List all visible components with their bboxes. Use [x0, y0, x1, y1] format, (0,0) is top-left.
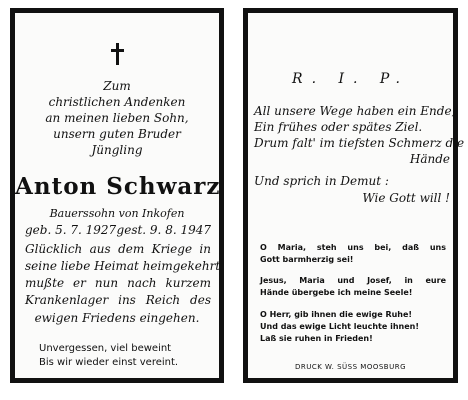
deceased-name: Anton Schwarz — [15, 173, 221, 200]
intro-line-5: Jüngling — [91, 143, 143, 157]
intro-line-4: unsern guten Bruder — [53, 127, 181, 141]
text-line-2: seine liebe Heimat heimgekehrt — [25, 259, 221, 273]
closing-line-2: Bis wir wieder einst vereint. — [39, 357, 179, 368]
memorial-card-front — [10, 8, 224, 383]
poem-line-5: Und sprich in Demut : — [254, 174, 389, 188]
poem-line-6: Wie Gott will ! — [362, 191, 450, 205]
dates-line — [25, 222, 211, 239]
prayer-line-5: O Herr, gib ihnen die ewige Ruhe! — [260, 310, 413, 319]
closing-line-1: Unvergessen, viel beweint — [39, 343, 172, 354]
text-line-5: ewigen Friedens eingehen. — [34, 311, 200, 325]
cross-icon — [111, 43, 125, 65]
printer-credit: DRUCK W. SÜSS MOOSBURG — [294, 363, 407, 371]
prayer-line-4: Hände übergebe ich meine Seele! — [260, 288, 413, 297]
poem-line-1: All unsere Wege haben ein Ende, — [254, 104, 456, 118]
text-line-3: mußte er nun nach kurzem — [25, 276, 211, 290]
text-line-1: Glücklich aus dem Kriege in — [25, 242, 211, 256]
prayer-line-7: Laß sie ruhen in Frieden! — [260, 334, 373, 343]
text-line-4: Krankenlager ins Reich des — [25, 293, 211, 307]
birth-date: geb. 5. 7. 1927 — [25, 223, 117, 237]
poem-line-4: Hände — [409, 152, 450, 166]
intro-line-3: an meinen lieben Sohn, — [45, 111, 189, 125]
prayer-line-6: Und das ewige Licht leuchte ihnen! — [260, 322, 419, 331]
poem-line-2: Ein frühes oder spätes Ziel. — [254, 120, 423, 134]
prayer-line-3: Jesus, Maria und Josef, in eure — [260, 276, 446, 285]
origin-line: Bauerssohn von Inkofen — [49, 207, 185, 220]
memorial-card-back — [243, 8, 465, 383]
rip-heading: R. I. P. — [292, 71, 409, 87]
intro-line-2: christlichen Andenken — [48, 95, 186, 109]
poem-line-3: Drum falt' im tiefsten Schmerz die — [254, 136, 465, 150]
prayer-line-2: Gott barmherzig sei! — [260, 255, 354, 264]
death-date: gest. 9. 8. 1947 — [116, 223, 211, 237]
prayer-line-1: O Maria, steh uns bei, daß uns — [260, 243, 446, 252]
intro-line-1: Zum — [103, 79, 131, 93]
